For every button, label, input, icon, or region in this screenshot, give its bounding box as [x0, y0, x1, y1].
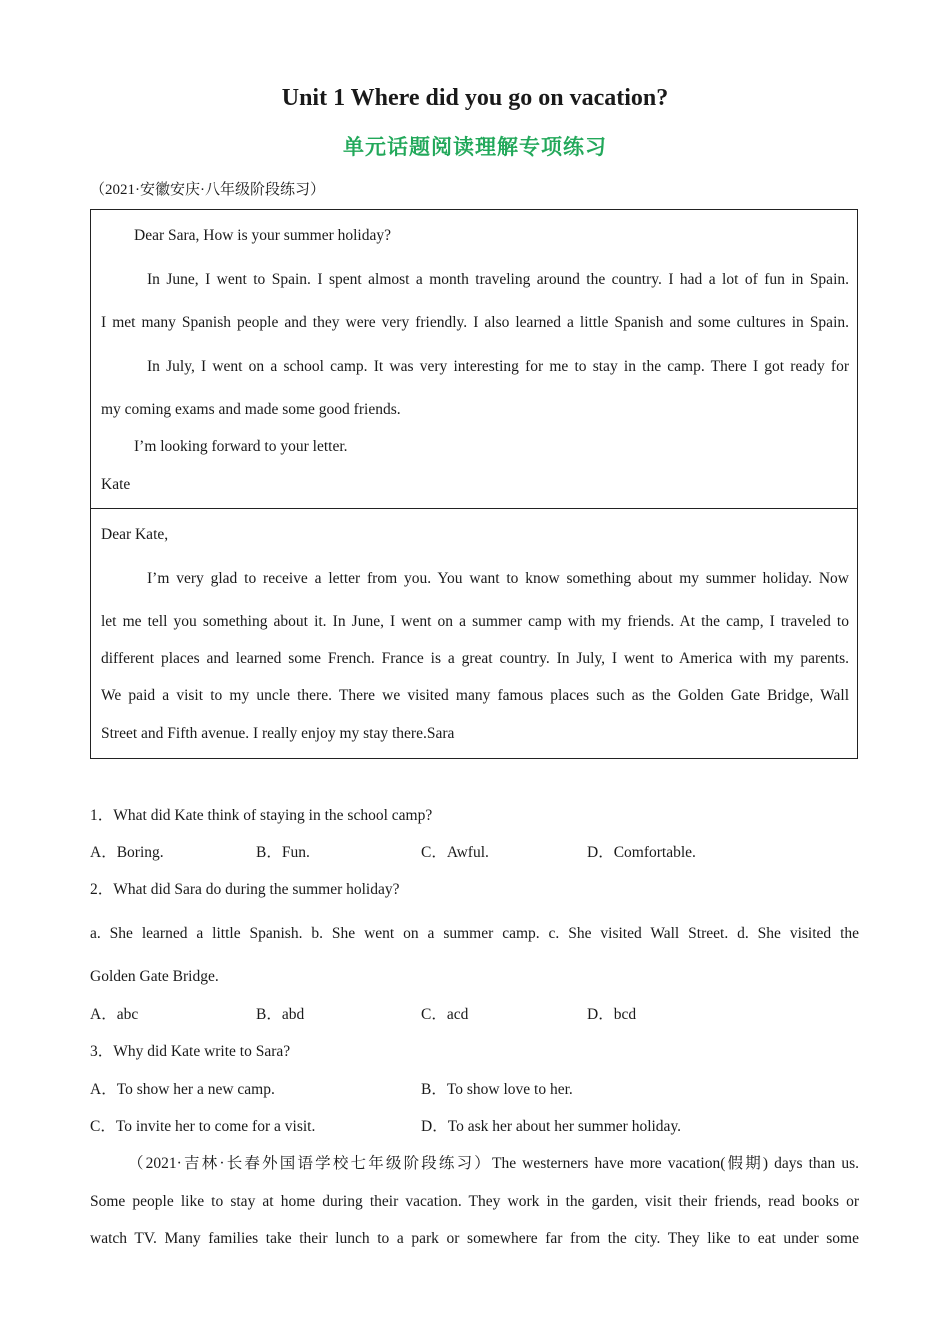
question-1-option-c[interactable]: C．Awful. [421, 844, 489, 861]
letter1-line: my coming exams and made some good friends. [101, 401, 401, 418]
question-3-option-a[interactable]: A．To show her a new camp. [90, 1081, 275, 1098]
passage2-line: Some people like to stay at home during their vacation. They work in the garden, visit their friends, read books or [90, 1193, 859, 1210]
source-note: （2021·安徽安庆·八年级阶段练习） [90, 182, 325, 198]
letter1-line: I’m looking forward to your letter. [134, 438, 348, 455]
question-1-option-a[interactable]: A．Boring. [90, 844, 164, 861]
letter1-line: In July, I went on a school camp. It was very interesting for me to stay in the camp. There I got ready for [147, 358, 849, 375]
question-2-option-b[interactable]: B．abd [256, 1006, 305, 1023]
page-title: Unit 1 Where did you go on vacation? [281, 85, 669, 111]
letter1-line: In June, I went to Spain. I spent almost a month traveling around the country. I had a lot of fun in Spain. [147, 271, 849, 288]
question-1-option-b[interactable]: B．Fun. [256, 844, 310, 861]
letter2-line: let me tell you something about it. In June, I went on a summer camp with my friends. At the camp, I traveled to [101, 613, 849, 630]
question-3-stem: 3．Why did Kate write to Sara? [90, 1043, 291, 1060]
letter1-signature: Kate [101, 476, 131, 493]
passage2-line: （2021·吉林·长春外国语学校七年级阶段练习）The westerners have more vacation(假期) days than us. [128, 1155, 859, 1172]
question-1-option-d[interactable]: D．Comfortable. [587, 844, 696, 861]
letter2-line: We paid a visit to my uncle there. There we visited many famous places such as the Golden Gate Bridge, Wall [101, 687, 849, 704]
question-3-option-d[interactable]: D．To ask her about her summer holiday. [421, 1118, 682, 1135]
letter-sara-box [90, 508, 858, 759]
question-2-option-d[interactable]: D．bcd [587, 1006, 637, 1023]
letter1-line: I met many Spanish people and they were very friendly. I also learned a little Spanish and some cultures in Spain. [101, 314, 849, 331]
question-2-statements-cont: Golden Gate Bridge. [90, 968, 219, 985]
question-3-option-c[interactable]: C．To invite her to come for a visit. [90, 1118, 316, 1135]
question-3-option-b[interactable]: B．To show love to her. [421, 1081, 573, 1098]
question-2-option-c[interactable]: C．acd [421, 1006, 469, 1023]
question-1-stem: 1．What did Kate think of staying in the school camp? [90, 807, 433, 824]
letter2-line: I’m very glad to receive a letter from you. You want to know something about my summer holiday. Now [147, 570, 849, 587]
letter2-line: Street and Fifth avenue. I really enjoy my stay there.Sara [101, 725, 455, 742]
question-2-option-a[interactable]: A．abc [90, 1006, 139, 1023]
letter2-line: different places and learned some French. France is a great country. In July, I went to America with my parents. [101, 650, 849, 667]
letter1-greeting: Dear Sara, How is your summer holiday? [134, 227, 391, 244]
question-2-stem: 2．What did Sara do during the summer holiday? [90, 881, 400, 898]
letter2-greeting: Dear Kate, [101, 526, 169, 543]
passage2-line: watch TV. Many families take their lunch to a park or somewhere far from the city. They like to eat under some [90, 1230, 859, 1247]
question-2-statements: a. She learned a little Spanish. b. She went on a summer camp. c. She visited Wall Street. d. She visited the [90, 925, 859, 942]
page-subtitle: 单元话题阅读理解专项练习 [343, 135, 607, 159]
letter-kate-box [90, 209, 858, 509]
